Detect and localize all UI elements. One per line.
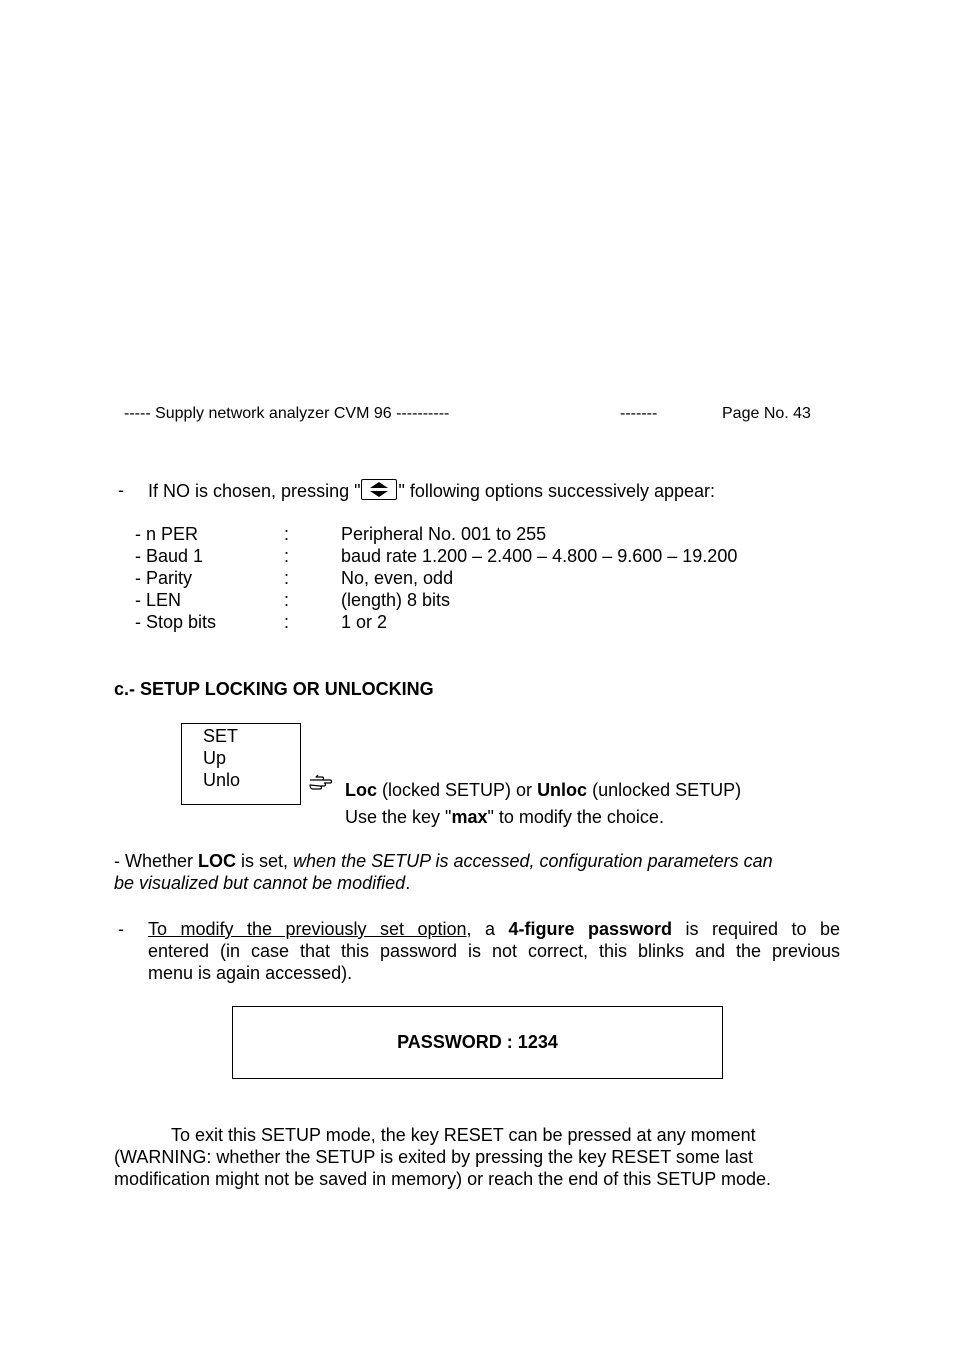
option-label: - Baud 1 bbox=[135, 546, 204, 566]
exit-line-3: modification might not be saved in memory) or reach the end of this SETUP mode. bbox=[114, 1169, 771, 1189]
modify-paragraph-line-1 bbox=[148, 918, 840, 940]
option-value: Peripheral No. 001 to 255 bbox=[341, 524, 547, 544]
section-title: c.- SETUP LOCKING OR UNLOCKING bbox=[114, 679, 434, 699]
loc-desc: (locked SETUP) or bbox=[377, 780, 538, 800]
modify-bold: 4-figure password bbox=[508, 919, 673, 939]
key-prefix: Use the key " bbox=[345, 807, 452, 827]
key-suffix: " to modify the choice. bbox=[487, 807, 664, 827]
option-value: baud rate 1.200 – 2.400 – 4.800 – 9.600 – 19.200 bbox=[341, 546, 738, 566]
exit-line-1: To exit this SETUP mode, the key RESET can be pressed at any moment bbox=[171, 1125, 756, 1145]
option-label: - Parity bbox=[135, 568, 193, 588]
option-separator: : bbox=[284, 568, 290, 588]
option-separator: : bbox=[284, 546, 290, 566]
password-box bbox=[232, 1006, 723, 1079]
option-value: 1 or 2 bbox=[341, 612, 388, 632]
display-line-1: SET bbox=[203, 726, 239, 746]
loc-paragraph-line-2 bbox=[114, 872, 410, 894]
page-number: Page No. 43 bbox=[722, 405, 811, 422]
intro-line bbox=[148, 479, 715, 502]
option-separator: : bbox=[284, 524, 290, 544]
modify-underlined: To modify the previously set option bbox=[148, 919, 467, 939]
option-separator: : bbox=[284, 612, 290, 632]
unloc-desc: (unlocked SETUP) bbox=[587, 780, 742, 800]
up-down-arrow-key-icon bbox=[361, 479, 397, 500]
intro-text-before: If NO is chosen, pressing " bbox=[148, 481, 361, 501]
unloc-label: Unloc bbox=[537, 780, 588, 800]
display-box bbox=[181, 723, 301, 805]
option-label: - n PER bbox=[135, 524, 199, 544]
display-line-3: Unlo bbox=[203, 770, 241, 790]
loc-prefix: - Whether bbox=[114, 851, 199, 871]
option-value: No, even, odd bbox=[341, 568, 454, 588]
modify-paragraph-line-3: menu is again accessed). bbox=[148, 963, 353, 983]
intro-text-after: " following options successively appear: bbox=[398, 481, 716, 501]
loc-italic-1: when the SETUP is accessed, configuration parameters can bbox=[293, 851, 773, 871]
modify-mid: , a bbox=[466, 919, 509, 939]
loc-end: . bbox=[405, 873, 411, 893]
modify-rest-1: is required to be bbox=[672, 919, 840, 939]
intro-bullet: - bbox=[118, 480, 124, 500]
loc-paragraph-line-1 bbox=[114, 850, 773, 872]
exit-line-2: (WARNING: whether the SETUP is exited by pressing the key RESET some last bbox=[114, 1147, 753, 1167]
pointing-hand-icon bbox=[308, 773, 336, 795]
loc-italic-2: be visualized but cannot be modified bbox=[114, 873, 406, 893]
modify-paragraph-line-2: entered (in case that this password is not correct, this blinks and the previous bbox=[148, 941, 840, 961]
header-title: ----- Supply network analyzer CVM 96 ---------- bbox=[124, 405, 450, 422]
max-key-note bbox=[345, 806, 664, 828]
option-label: - LEN bbox=[135, 590, 182, 610]
loc-label: Loc bbox=[345, 780, 378, 800]
max-key: max bbox=[451, 807, 488, 827]
header-dashes: ------- bbox=[620, 405, 658, 422]
password-text: PASSWORD : 1234 bbox=[397, 1032, 558, 1052]
loc-note bbox=[345, 779, 741, 801]
modify-bullet: - bbox=[118, 919, 124, 939]
option-value: (length) 8 bits bbox=[341, 590, 451, 610]
display-line-2: Up bbox=[203, 748, 227, 768]
option-separator: : bbox=[284, 590, 290, 610]
option-label: - Stop bits bbox=[135, 612, 217, 632]
loc-bold: LOC bbox=[198, 851, 237, 871]
loc-mid: is set, bbox=[236, 851, 294, 871]
